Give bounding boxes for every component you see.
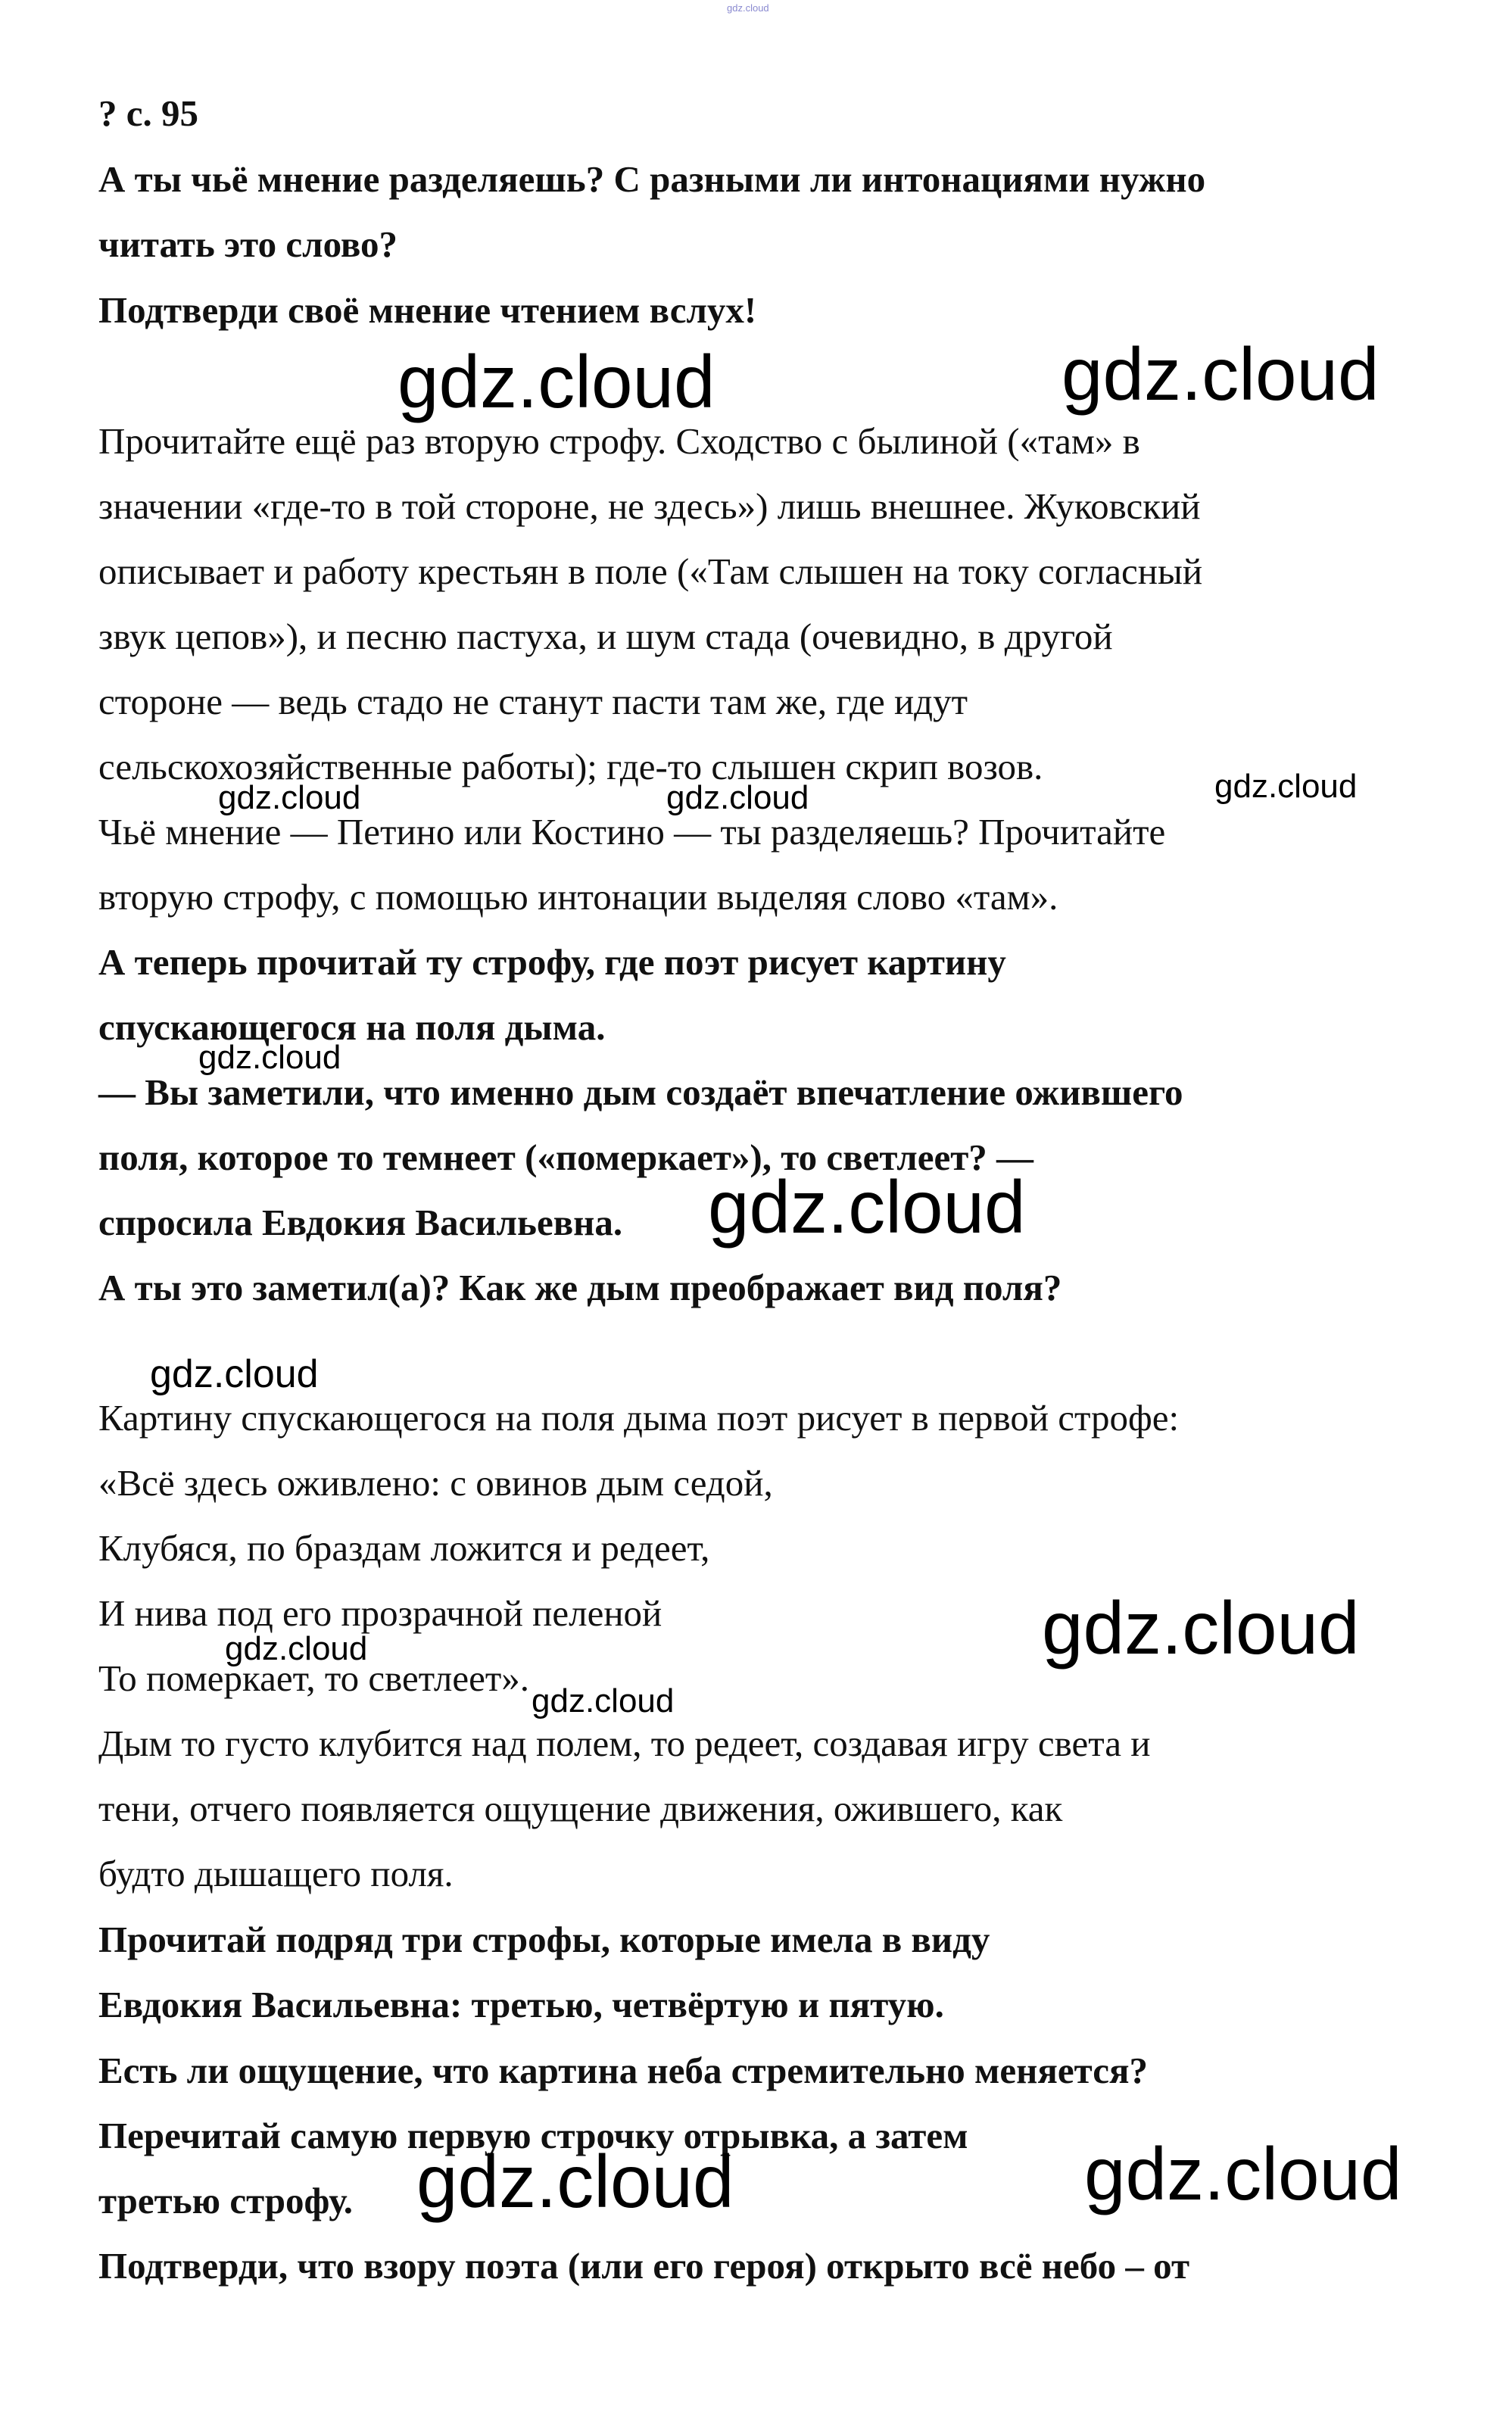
watermark: gdz.cloud bbox=[198, 1039, 341, 1076]
page-reference: ? с. 95 bbox=[98, 92, 198, 134]
poem-line: То померкает, то светлеет». bbox=[98, 1657, 530, 1699]
text-line: поля, которое то темнеет («померкает»), то светлеет? — bbox=[98, 1136, 1034, 1178]
text-line: Прочитай подряд три строфы, которые имела в виду bbox=[98, 1919, 990, 1960]
text-line: тени, отчего появляется ощущение движения, ожившего, как bbox=[98, 1788, 1063, 1829]
text-line: Дым то густо клубится над полем, то редеет, создавая игру света и bbox=[98, 1723, 1151, 1764]
watermark: gdz.cloud bbox=[416, 2140, 734, 2223]
text-line: значении «где-то в той стороне, не здесь») лишь внешнее. Жуковский bbox=[98, 485, 1201, 527]
watermark: gdz.cloud bbox=[150, 1352, 319, 1396]
watermark: gdz.cloud bbox=[1042, 1586, 1360, 1670]
text-line: третью строфу. bbox=[98, 2180, 354, 2221]
text-line: Картину спускающегося на поля дыма поэт рисует в первой строфе: bbox=[98, 1397, 1180, 1439]
text-line: — Вы заметили, что именно дым создаёт впечатление ожившего bbox=[98, 1071, 1183, 1113]
text-line: Прочитайте ещё раз вторую строфу. Сходство с былиной («там» в bbox=[98, 420, 1140, 462]
poem-line: «Всё здесь оживлено: с овинов дым седой, bbox=[98, 1462, 773, 1504]
text-line: Евдокия Васильевна: третью, четвёртую и пятую. bbox=[98, 1984, 944, 2025]
text-line: Перечитай самую первую строчку отрывка, а затем bbox=[98, 2115, 968, 2156]
watermark: gdz.cloud bbox=[225, 1630, 368, 1667]
watermark: gdz.cloud bbox=[532, 1682, 675, 1719]
watermark: gdz.cloud bbox=[397, 340, 715, 423]
text-line: спускающегося на поля дыма. bbox=[98, 1006, 606, 1048]
text-line: спросила Евдокия Васильевна. bbox=[98, 1202, 623, 1243]
watermark: gdz.cloud bbox=[1084, 2132, 1402, 2215]
watermark: gdz.cloud bbox=[218, 779, 361, 816]
text-line: Подтверди, что взору поэта (или его героя) открыто всё небо – от bbox=[98, 2245, 1190, 2287]
text-line: будто дышащего поля. bbox=[98, 1853, 454, 1894]
text-line: Чьё мнение — Петино или Костино — ты разделяешь? Прочитайте bbox=[98, 811, 1166, 853]
text-line: описывает и работу крестьян в поле («Там слышен на току согласный bbox=[98, 550, 1203, 592]
text-line: Есть ли ощущение, что картина неба стремительно меняется? bbox=[98, 2050, 1149, 2091]
watermark-top: gdz.cloud bbox=[727, 2, 769, 14]
watermark: gdz.cloud bbox=[666, 779, 809, 816]
watermark: gdz.cloud bbox=[1062, 332, 1380, 416]
poem-line: И нива под его прозрачной пеленой bbox=[98, 1592, 662, 1634]
text-line: читать это слово? bbox=[98, 223, 397, 265]
text-line: стороне — ведь стадо не станут пасти там же, где идут bbox=[98, 681, 968, 722]
text-line: вторую строфу, с помощью интонации выделяя слово «там». bbox=[98, 876, 1058, 918]
poem-line: Клубяся, по браздам ложится и редеет, bbox=[98, 1527, 710, 1569]
text-line: А ты это заметил(а)? Как же дым преображает вид поля? bbox=[98, 1267, 1062, 1308]
watermark: gdz.cloud bbox=[1214, 768, 1358, 805]
watermark: gdz.cloud bbox=[708, 1165, 1026, 1249]
text-line: сельскохозяйственные работы); где-то слышен скрип возов. bbox=[98, 746, 1043, 787]
text-line: звук цепов»), и песню пастуха, и шум стада (очевидно, в другой bbox=[98, 616, 1113, 657]
text-line: Подтверди своё мнение чтением вслух! bbox=[98, 289, 757, 331]
text-line: А теперь прочитай ту строфу, где поэт рисует картину bbox=[98, 941, 1006, 983]
text-line: А ты чьё мнение разделяешь? С разными ли интонациями нужно bbox=[98, 158, 1206, 200]
